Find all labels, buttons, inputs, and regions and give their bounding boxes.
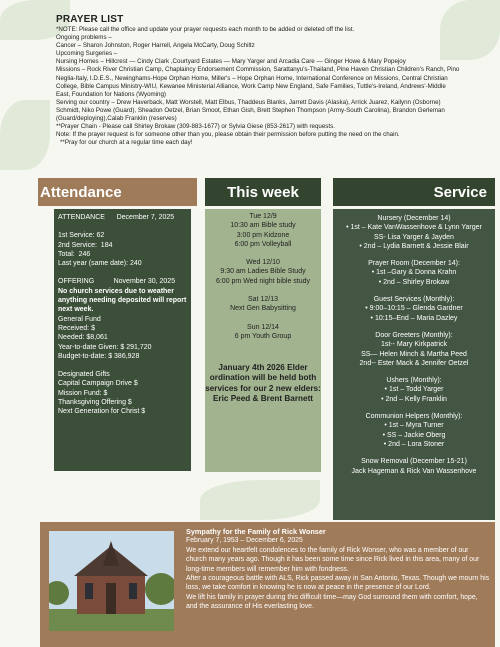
service-panel [333,209,495,520]
second-service-count: 2nd Service: 184 [58,241,113,249]
sympathy-text [186,527,490,612]
thanksgiving-offering: Thanksgiving Offering $ [58,399,132,407]
prayer-note: *NOTE: Please call the office and update your prayer requests each month to be added or deleted off the list. [56,26,355,33]
service-group [333,259,495,287]
week-day-sat [205,295,321,314]
designated-gifts-label: Designated Gifts [58,371,110,379]
week-day-sun [205,323,321,342]
service-group-title: Communion Helpers (Monthly): [365,413,463,421]
service-volunteer: • 2nd – Lora Stoner [383,440,445,448]
prayer-permission-note: Note: If the prayer request is for someone other than you, please obtain their permission before putting the need on the chain. [56,131,400,139]
prayer-cancer: Cancer – Sharon Johnston, Roger Harrell, Angela McCarty, Doug Schiltz [56,42,255,50]
leaf-decoration [200,480,320,520]
service-volunteer: • 1st – Kate VanWassenhove & Lynn Yarger [346,224,482,232]
service-volunteer: • 1st – Todd Yarger [384,386,444,394]
attendance-header: Attendance [38,178,197,206]
event-item: 10:30 am Bible study [230,222,296,230]
sympathy-heading: Sympathy for the Family of Rick Wonser [186,527,326,536]
capital-campaign: Capital Campaign Drive $ [58,380,138,388]
received-amount: Received: $ [58,324,95,332]
prayer-list [56,14,461,147]
offering-date: OFFERING November 30, 2025 [58,278,176,286]
elder-ordination-announcement: January 4th 2026 Elder ordination will be held both services for our 2 new elders: Eric Peed & Brent Barnett [205,363,321,403]
general-fund-label: General Fund [58,315,101,323]
service-header: Service [333,178,495,206]
needed-amount: Needed: $8,061 [58,334,108,342]
leaf-decoration [0,100,50,170]
prayer-ongoing: Ongoing problems – [56,34,112,42]
sympathy-paragraph-3: We lift his family in prayer during this difficult time—may God surround them with comfort, hope, and the assurance of His everlasting love. [186,593,478,611]
week-day-tue [205,212,321,249]
this-week-panel [205,209,321,472]
service-volunteer: • 2nd – Kelly Franklin [381,395,447,403]
service-group [333,412,495,449]
service-volunteer: SS- Lisa Yarger & Jayden [374,233,454,241]
sympathy-paragraph-2: After a courageous battle with ALS, Rick passed away in San Antonio, Texas. Though we mourn his loss, we take comfort in knowing he is now at peace in the presence of our Lord. [186,575,490,592]
prayer-chain: **Prayer Chain - Please call Shirley Brokaw (309-883-1677) or Sylvia Giese (853-2617) with requests. [56,123,335,131]
service-group-title: Door Greeters (Monthly): [375,331,453,339]
this-week-header: This week [205,178,321,206]
service-group [333,295,495,323]
last-year-count: Last year (same date): 240 [58,260,142,268]
no-services-note: No church services due to weather anything needing deposited will report next week. [58,287,187,314]
service-volunteer: SS— Helen Minch & Martha Peed [361,350,467,358]
mission-fund: Mission Fund: $ [58,389,108,397]
sympathy-dates: February 7, 1953 – December 6, 2025 [186,537,303,545]
budget-to-date: Budget-to-date: $ 386,928 [58,352,140,360]
service-group-title: Guest Services (Monthly): [373,296,455,304]
service-volunteer: • SS – Jackie Oberg [382,431,446,439]
event-date: Tue 12/9 [249,213,277,220]
service-group [333,331,495,368]
event-item: 6:00 pm Wed night bible study [215,277,311,285]
first-service-count: 1st Service: 62 [58,232,105,240]
event-item: 6:00 pm Volleyball [234,240,292,248]
service-group-title: Prayer Room (December 14): [368,260,460,268]
church-photo [49,531,174,631]
attendance-date: ATTENDANCE December 7, 2025 [58,214,175,221]
prayer-list-title: PRAYER LIST [56,14,124,25]
service-group [333,376,495,404]
service-volunteer: • 9:00–10:15 – Glenda Gardner [365,305,463,313]
service-volunteer: • 2nd – Lydia Barnett & Jessie Blair [359,242,469,250]
service-group [333,214,495,251]
event-date: Sun 12/14 [247,323,279,331]
prayer-nursing-homes: Nursing Homes – Hillcrest — Cindy Clark ,Courtyard Estates — Mary Yarger and Arcadia Care — Ginger Howe & Mary Popejoy [56,58,406,66]
prayer-daily: **Pray for our church at a regular time each day! [60,139,193,147]
prayer-serving: Serving our country – Drew Haverback, Matt Worstell, Matt Elbus, Thaddeus Blanks, Jarrett Davis (Alaska), Arrick Juarez, Kailynn (Osborne) Schmidt, Niko Powe (Guard), Sheadon Oetzel, Brian Smoot, Ethan Gish, Brett Stephen Thompson (Army-South Carolina), Brandon Gerleman (Guard/deploying),Calab Franklin (reserves) [56,98,445,123]
service-group [333,457,495,476]
service-volunteer: 2nd-- Ester Mack & Jennifer Oetzel [359,359,469,367]
service-group-title: Ushers (Monthly): [386,377,442,385]
event-date: Wed 12/10 [246,259,280,267]
event-item: 3:00 pm Kidzone [236,231,290,239]
attendance-panel [54,209,191,471]
week-day-wed [205,258,321,286]
service-volunteer: • 1st – Myra Turner [384,422,444,430]
event-item: 9:30 am Ladies Bible Study [220,268,306,276]
prayer-missions: Missions – Rock River Christian Camp, Chaplaincy Endorsement Commission, Sarattanyu's-Thailand, Pine Haven Christian Children's Ranch, Pino Neglia-Italy, I.D.E.S., Newinghams-Hope Orphan Home, Miller's – Hope Orphan Home, International Conference on Missions, Central Christian College, Bible Campus Ministry-WIU, Kewanee Ministerial Alliance, Work Camp New England, Safe Families, Tuttle's-Ireland, Andrews'-Middle East, Foundation for Nations (Wyoming) [56,66,460,98]
sympathy-section [40,522,495,647]
service-volunteer: 1st-- Mary Kirkpatrick [380,341,448,349]
prayer-surgeries: Upcoming Surgeries – [56,50,118,58]
event-item: 6 pm Youth Group [234,332,292,340]
service-group-title: Snow Removal (December 15-21) [361,458,467,466]
next-generation-fund: Next Generation for Christ $ [58,408,146,416]
total-count: Total: 246 [58,250,91,258]
service-volunteer: Jack Hageman & Rick Van Wassenhove [351,467,477,475]
event-item: Next Gen Babysitting [230,305,296,313]
service-volunteer: • 2nd – Shirley Brokaw [378,278,450,286]
event-date: Sat 12/13 [248,296,278,304]
service-volunteer: • 1st –Gary & Donna Krahn [371,269,457,277]
service-group-title: Nursery (December 14) [377,215,451,222]
service-volunteer: • 10:15–End – Maria Dazley [370,314,458,322]
ytd-given: Year-to-date Given: $ 291,720 [58,343,152,351]
sympathy-paragraph-1: We extend our heartfelt condolences to the family of Rick Wonser, who was a member of our church many years ago. Though it has been some time since Rick lived in this area, many of our long-time members will remember him with fondness. [186,546,480,573]
